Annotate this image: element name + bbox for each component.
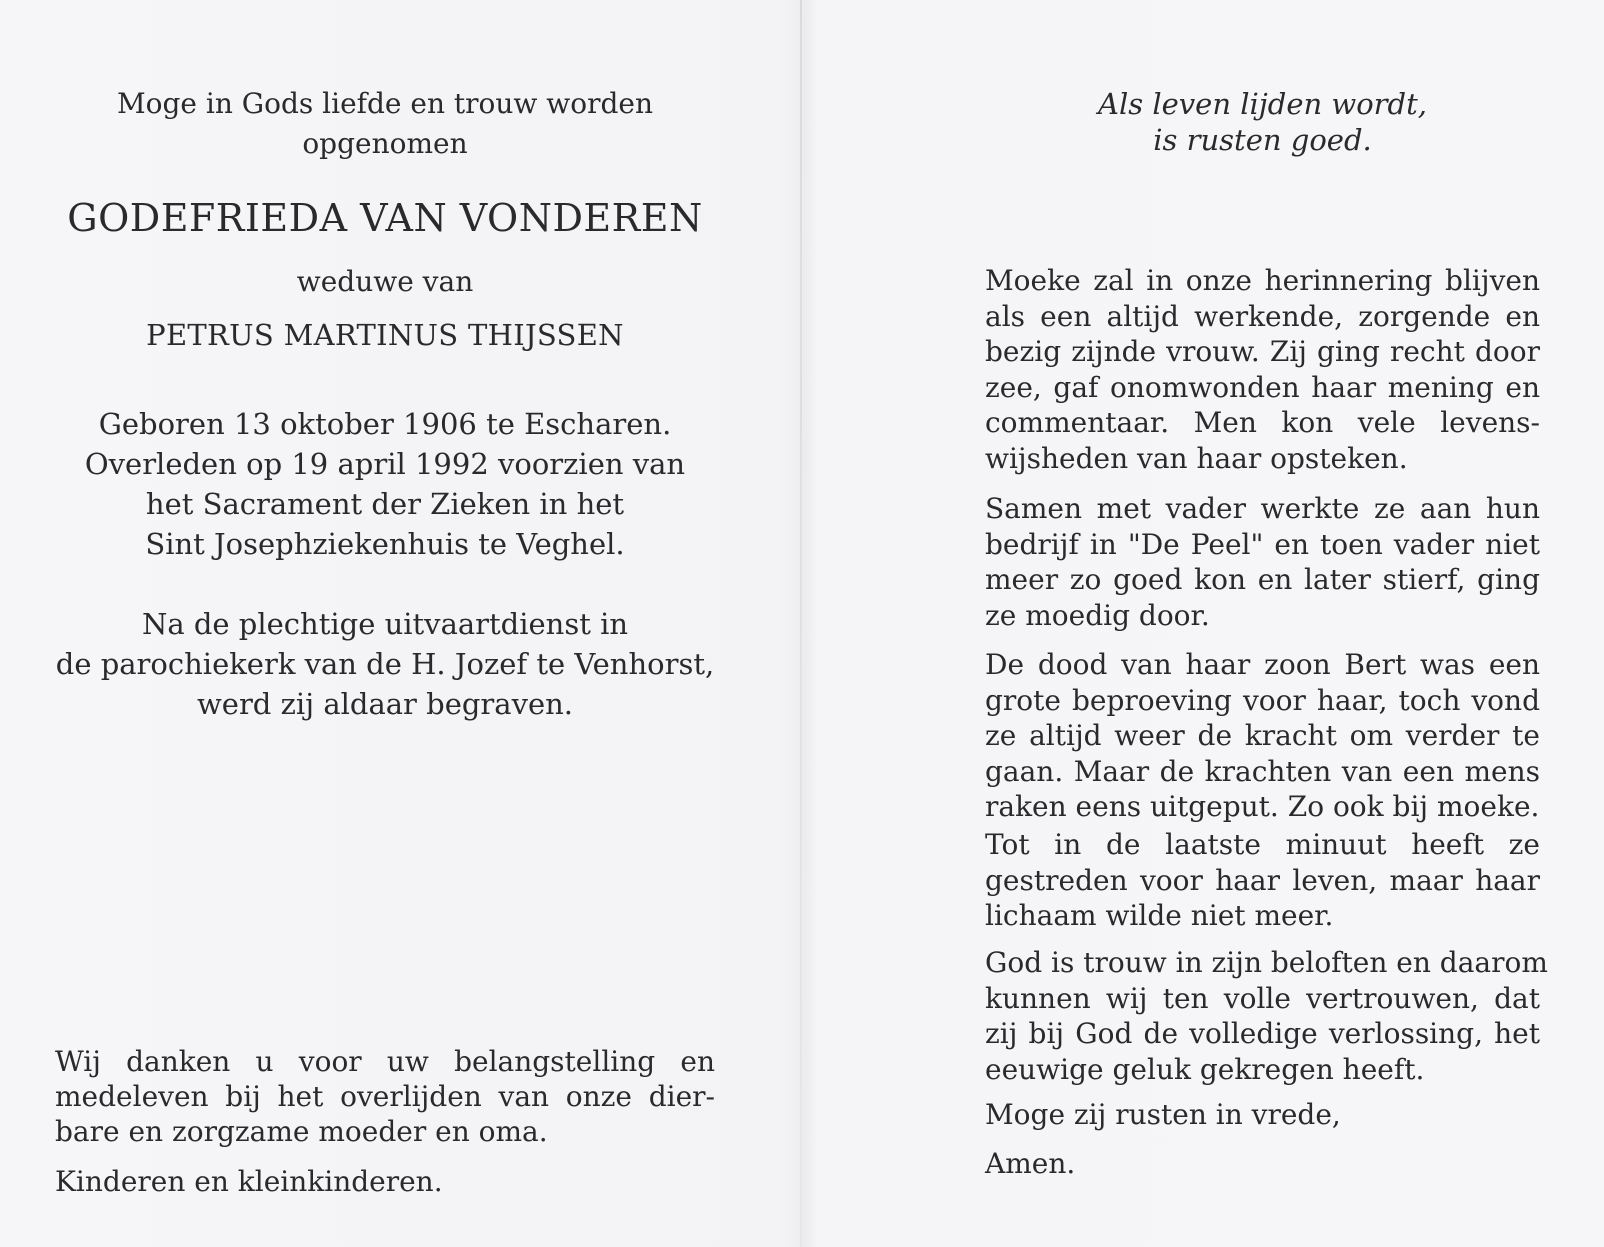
paragraph-line: gestreden voor haar leven, maar haar [985,863,1540,897]
paragraph-line: ze altijd weer de kracht om verder te [985,719,1540,752]
quote [985,86,1540,158]
paragraph [985,1097,1540,1133]
right-panel [985,0,1548,1247]
birth-death-text [45,404,725,564]
funeral-line: de parochiekerk van de H. Jozef te Venhorst, [55,647,715,681]
paragraph-line: Moeke zal in onze herinnering blijven [985,264,1540,297]
thanks-line: Wij danken u voor uw belangstelling en [55,1045,715,1078]
paragraph-line: commentaar. Men kon vele levens- [985,406,1540,439]
birth-death-line: Sint Josephziekenhuis te Veghel. [145,527,625,561]
deceased-name: GODEFRIEDA VAN VONDEREN [67,196,703,240]
funeral-text [45,604,725,724]
paragraph-line: De dood van haar zoon Bert was een [985,648,1540,681]
intro-text [45,84,725,164]
paragraph [985,491,1540,633]
paragraph [985,1146,1540,1182]
paragraph-line: Tot in de laatste minuut heeft ze [985,828,1540,861]
quote-line: Als leven lijden wordt, [1098,87,1427,121]
paragraph-line: ze moedig door. [985,598,1210,632]
paragraph [985,647,1540,825]
widow-label: weduwe van [296,265,474,298]
husband-name: PETRUS MARTINUS THIJSSEN [146,318,624,352]
paragraph-line: zee, gaf onomwonden haar mening en [985,370,1540,404]
paragraph [985,945,1548,1087]
quote-line: is rusten goed. [1153,123,1372,157]
birth-death-line: Geboren 13 oktober 1906 te Escharen. [98,407,672,441]
paragraph-line: gaan. Maar de krachten van een mens [985,754,1540,788]
paragraph-line: bedrijf in "De Peel" en toen vader niet [985,527,1540,561]
funeral-line: werd zij aldaar begraven. [196,687,574,721]
birth-death-line: Overleden op 19 april 1992 voorzien van [84,447,686,481]
paragraph-line: eeuwige geluk gekregen heeft. [985,1052,1425,1086]
signature: Kinderen en kleinkinderen. [55,1165,443,1198]
paragraph-line: Moge zij rusten in vrede, [985,1098,1341,1131]
paragraph-line: Amen. [985,1147,1076,1180]
paragraph-line: wijsheden van haar opsteken. [985,441,1408,475]
paragraph-line: grote beproeving voor haar, toch vond [985,683,1540,717]
card-fold [800,0,802,1247]
paragraph-line: Samen met vader werkte ze aan hun [985,492,1540,525]
intro-line: opgenomen [302,127,468,160]
paragraph-line: kunnen wij ten volle vertrouwen, dat [985,981,1540,1015]
paragraph-line: zij bij God de volledige verlossing, het [985,1017,1540,1050]
paragraph [985,263,1540,476]
thanks-text [55,1044,715,1149]
funeral-line: Na de plechtige uitvaartdienst in [141,607,629,641]
birth-death-line: het Sacrament der Zieken in het [145,487,625,521]
paragraph [985,827,1540,934]
paragraph-line: raken eens uitgeput. Zo ook bij moeke. [985,790,1540,823]
paragraph-line: lichaam wilde niet meer. [985,899,1334,932]
thanks-line: bare en zorgzame moeder en oma. [55,1115,548,1148]
paragraph-line: God is trouw in zijn beloften en daarom [985,946,1548,979]
paragraph-line: bezig zijnde vrouw. Zij ging recht door [985,335,1540,368]
paragraph-line: als een altijd werkende, zorgende en [985,299,1540,333]
thanks-line: medeleven bij het overlijden van onze dier- [55,1080,715,1113]
left-panel [45,0,725,1247]
paragraph-line: meer zo goed kon en later stierf, ging [985,563,1540,596]
intro-line: Moge in Gods liefde en trouw worden [116,87,654,120]
